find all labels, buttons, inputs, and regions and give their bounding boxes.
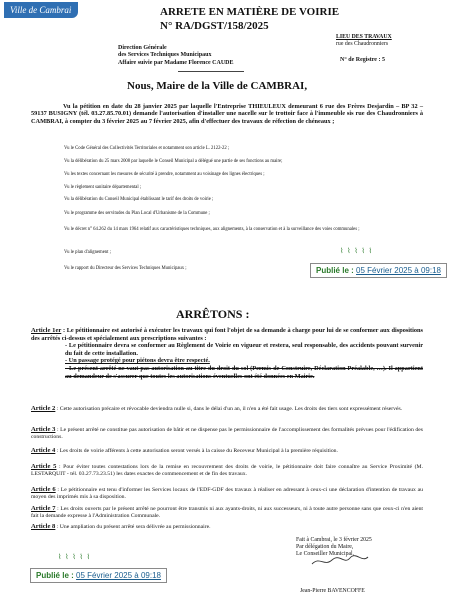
article-text: : Les droits de voirie afférents à cette autorisation seront versés à la caisse du Receveur Municipal à la première réquisition. [56, 448, 338, 454]
article-3 [31, 426, 423, 441]
vu-item: Vu le Code Général des Collectivités Territoriales et notamment son article L. 2122-22 ; [64, 146, 230, 151]
stamp-marks-icon: ⌇ ⌇ ⌇ ⌇ ⌇ [58, 553, 92, 561]
publication-stamp-bottom [30, 568, 167, 583]
mayor-heading: Nous, Maire de la Ville de CAMBRAI, [127, 80, 308, 92]
vu-item: Vu le rapport du Directeur des Services Techniques Municipaux ; [64, 266, 187, 271]
stamp-date: 05 Février 2025 à 09:18 [76, 571, 161, 580]
vu-item: Vu les textes concernant les mesures de sécurité à prendre, notamment au voisinage des lignes électriques ; [64, 172, 265, 177]
vu-item: Vu la délibération du 25 mars 2008 par laquelle le Conseil Municipal a délégué une partie de ses fonctions au maire; [64, 159, 283, 164]
stamp-label: Publié le : [36, 571, 74, 580]
article-2 [31, 405, 423, 413]
vu-item: Vu le plan d'alignement ; [64, 250, 111, 255]
stamp-date: 05 Février 2025 à 09:18 [356, 266, 441, 275]
article-5 [31, 463, 423, 478]
article-label: Article 7 [31, 505, 56, 512]
article-1 [31, 327, 423, 380]
article-text: : Le pétitionnaire est autorisé à exécuter les travaux qui font l'objet de sa demande à charge pour lui de se conformer aux dispositions des arrêtés ci-dessus et spécialement aux prescriptions suivantes : [31, 327, 423, 342]
article-point: - Le présent arrêté ne vaut pas autorisation au titre du droit du sol (Permis de Construire, Déclaration Préalable, …). Il appartient au demandeur de s'assurer que toutes les autorisations éventuelles ont été données en Mairie. [65, 364, 423, 380]
article-text: : Une ampliation du présent arrêté sera délivrée au permissionnaire. [56, 524, 211, 530]
article-8 [31, 523, 423, 531]
direction-line: Direction Générale [118, 45, 167, 51]
article-label: Article 2 [31, 405, 56, 412]
stamp-marks-icon: ⌇ ⌇ ⌇ ⌇ ⌇ [340, 247, 374, 255]
article-text: : Le pétitionnaire est tenu d'informer les Services locaux de l'EDF-GDF des travaux à réaliser en adressant à ceux-ci une déclaration d'intention de travaux au moyen des imprimés mis à sa disposition. [31, 487, 423, 500]
article-label: Article 6 [31, 486, 56, 493]
lieu-value: rue des Chaudronniers [336, 41, 389, 48]
vu-item: Vu le règlement sanitaire départemental ; [64, 185, 142, 190]
lieu-heading: LIEU DES TRAVAUX [336, 34, 392, 40]
article-label: Article 1er [31, 327, 62, 334]
arretons-heading: ARRÊTONS : [176, 307, 250, 321]
publication-stamp [310, 263, 447, 278]
article-4 [31, 447, 423, 455]
direction-line: Affaire suivie par Madame Florence CAUDE [118, 59, 234, 66]
city-logo: Ville de Cambrai [4, 2, 78, 18]
article-point: - Un passage protégé pour piétons devra être respecté. [65, 357, 210, 365]
lieu-des-travaux [336, 34, 392, 48]
direction-line: des Services Techniques Municipaux [118, 52, 212, 59]
article-label: Article 4 [31, 447, 56, 454]
article-label: Article 8 [31, 523, 56, 530]
signature-line: Le Conseiller Municipal, [296, 551, 355, 558]
article-text: : Pour éviter toutes contestations lors de la remise en recouvrement des droits de voirie, le pétitionnaire doit faire connaître au Service Proximité (M. LESTARQUIT - tél. 03.27.73.23.51) les dates exactes de commencement et de fin des travaux. [31, 464, 423, 477]
article-label: Article 3 [31, 426, 56, 433]
registre-number: N° de Registre : 5 [340, 57, 385, 63]
vu-item: Vu la délibération du Conseil Municipal établissant le tarif des droits de voirie ; [64, 197, 214, 202]
divider [178, 71, 244, 72]
vu-item: Vu le programme des servitudes du Plan Local d'Urbanisme de la Commune ; [64, 211, 210, 216]
petition-paragraph: Vu la pétition en date du 28 janvier 2025 par laquelle l'Entreprise THIEULEUX demeurant 6 rue des Frères Desjardin – BP 32 – 59137 BUSIGNY (tél. 03.27.85.70.01) demande l'autorisation d'installer une nacelle sur le trottoir face à l'immeuble sis rue des Chaudronniers à CAMBRAI, à compter du 3 février 2025 au 7 février 2025, afin d'effectuer des travaux de réfection de chéneaux ; [31, 103, 423, 125]
vu-item: Vu le décret n° 64.262 du 14 mars 1964 relatif aux caractéristiques techniques, aux alignements, à la conservation et à la surveillance des voies communales ; [64, 227, 360, 232]
direction-block [118, 45, 233, 67]
article-6 [31, 486, 423, 501]
article-label: Article 5 [31, 463, 57, 470]
article-text: : Les droits ouverts par le présent arrêté ne pourront être transmis ni aux ayants-droits, ni aux successeurs, ni à toute autre personne sans que ceux-ci n'en aient fait la demande expresse à l'Administration Communale. [31, 506, 424, 519]
document-reference: N° RA/DGST/158/2025 [160, 20, 269, 32]
signature-line: Fait à Cambrai, le 3 février 2025 [296, 537, 372, 543]
signatory-name: Jean-Pierre BAVENCOFFE [300, 588, 365, 594]
document-title: ARRETE EN MATIÈRE DE VOIRIE [160, 6, 340, 18]
handwritten-signature-icon [310, 554, 370, 568]
signature-line: Par délégation du Maire, [296, 544, 354, 551]
article-text: : Cette autorisation précaire et révocable deviendra nulle si, dans le délai d'un an, il n'en a été fait usage. Les droits des tiers sont expressément réservés. [56, 406, 403, 412]
stamp-label: Publié le : [316, 266, 354, 275]
article-text: : Le présent arrêté ne constitue pas autorisation de bâtir et ne dispense pas le permissionnaire de l'accomplissement des formalités prévues pour l'édification des constructions. [31, 427, 423, 440]
article-point: - Le pétitionnaire devra se conformer au Règlement de Voirie en vigueur et restera, seul responsable, des accidents pouvant survenir du fait de cette installation. [65, 342, 423, 357]
article-7 [31, 505, 423, 520]
